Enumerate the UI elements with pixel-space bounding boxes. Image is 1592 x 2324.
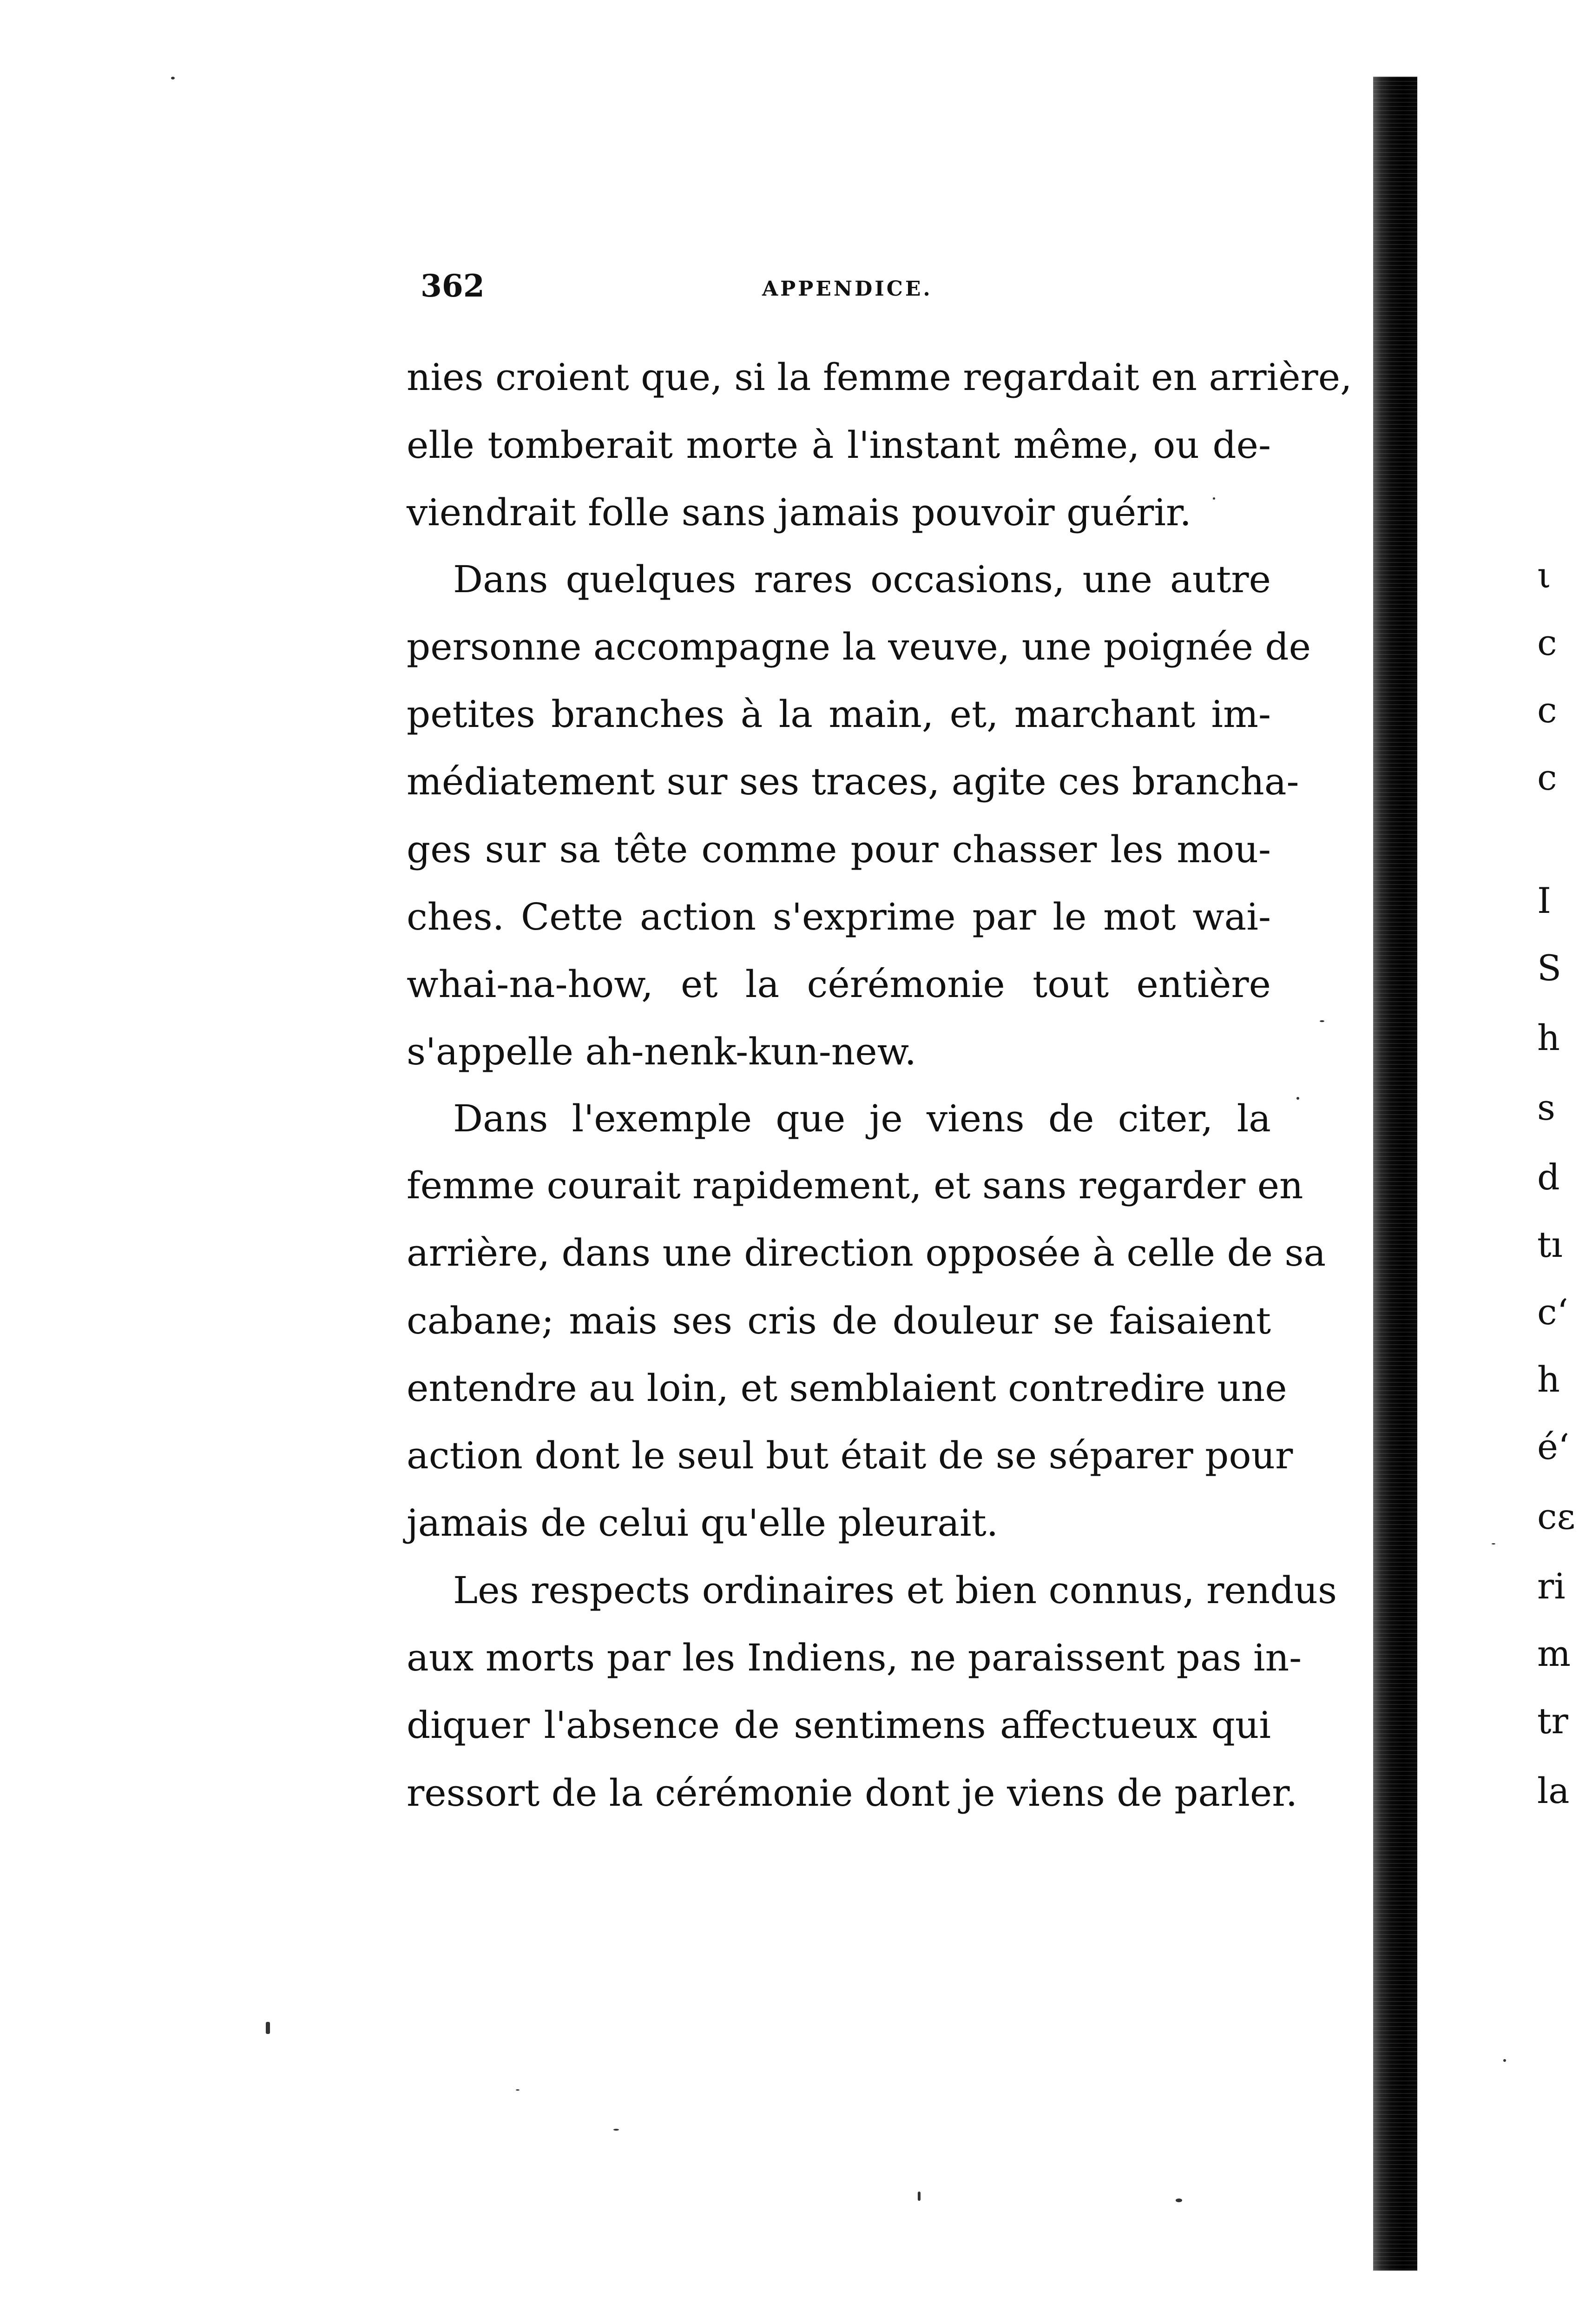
text-line: jamais de celui qu'elle pleurait. <box>407 1501 999 1545</box>
edge-letter: c <box>1537 689 1557 731</box>
paragraph-start-line: Dans l'exemple que je viens de citer, la <box>453 1097 1271 1140</box>
text-line: femme courait rapidement, et sans regarder en <box>407 1164 1303 1207</box>
text-line: whai-na-how, et la cérémonie tout entière <box>407 963 1271 1006</box>
text-line: ges sur sa tête comme pour chasser les mou- <box>407 828 1271 871</box>
speck <box>1296 1097 1299 1100</box>
paragraph-start-line: Dans quelques rares occasions, une autre <box>453 558 1271 601</box>
speck <box>516 2089 520 2091</box>
edge-letter: c <box>1537 757 1557 798</box>
edge-letter: ι <box>1537 555 1551 596</box>
text-line: arrière, dans une direction opposée à celle de sa <box>407 1231 1326 1274</box>
edge-letter: tr <box>1537 1700 1568 1742</box>
edge-letter: s <box>1537 1087 1556 1128</box>
edge-letter: m <box>1537 1633 1571 1674</box>
edge-letter: c <box>1537 622 1557 663</box>
speck <box>1503 2059 1506 2062</box>
text-line: s'appelle ah-nenk-kun-new. <box>407 1030 917 1073</box>
speck <box>1492 1543 1495 1545</box>
speck <box>613 2129 619 2131</box>
edge-letter: cε <box>1537 1496 1575 1537</box>
running-head: APPENDICE. <box>762 277 933 301</box>
edge-letter: d <box>1537 1156 1560 1198</box>
text-line: personne accompagne la veuve, une poignée de <box>407 625 1311 668</box>
speck <box>1176 2199 1182 2202</box>
edge-letter: S <box>1537 947 1562 989</box>
speck <box>171 77 175 79</box>
text-line: ressort de la cérémonie dont je viens de parler. <box>407 1771 1298 1815</box>
text-line: cabane; mais ses cris de douleur se faisaient <box>407 1299 1271 1342</box>
speck <box>1213 497 1215 500</box>
text-line: viendrait folle sans jamais pouvoir guérir. <box>407 491 1191 534</box>
edge-letter: h <box>1537 1359 1560 1400</box>
page-number: 362 <box>421 268 485 304</box>
speck <box>1320 1020 1324 1022</box>
edge-letter: ri <box>1537 1565 1566 1607</box>
text-line: aux morts par les Indiens, ne paraissent pas in- <box>407 1636 1302 1679</box>
edge-letter: h <box>1537 1017 1560 1058</box>
text-line: action dont le seul but était de se séparer pour <box>407 1434 1293 1477</box>
text-line: elle tomberait morte à l'instant même, ou de- <box>407 423 1271 467</box>
text-line: ches. Cette action s'exprime par le mot wai- <box>407 895 1271 938</box>
speck <box>266 2022 270 2034</box>
text-line: diquer l'absence de sentimens affectueux qui <box>407 1703 1271 1747</box>
book-gutter-shadow <box>1373 77 1417 2271</box>
text-line: nies croient que, si la femme regardait en arrière, <box>407 356 1352 399</box>
paragraph-start-line: Les respects ordinaires et bien connus, rendus <box>453 1569 1337 1612</box>
edge-letter: tı <box>1537 1224 1563 1265</box>
edge-letter: cʻ <box>1537 1291 1568 1333</box>
speck <box>918 2192 921 2201</box>
edge-letter: éʻ <box>1537 1426 1570 1467</box>
text-line: médiatement sur ses traces, agite ces brancha- <box>407 760 1299 803</box>
text-line: entendre au loin, et semblaient contredire une <box>407 1367 1287 1410</box>
text-line: petites branches à la main, et, marchant im- <box>407 693 1271 736</box>
edge-letter: I <box>1537 880 1552 921</box>
edge-letter: la <box>1537 1770 1570 1811</box>
